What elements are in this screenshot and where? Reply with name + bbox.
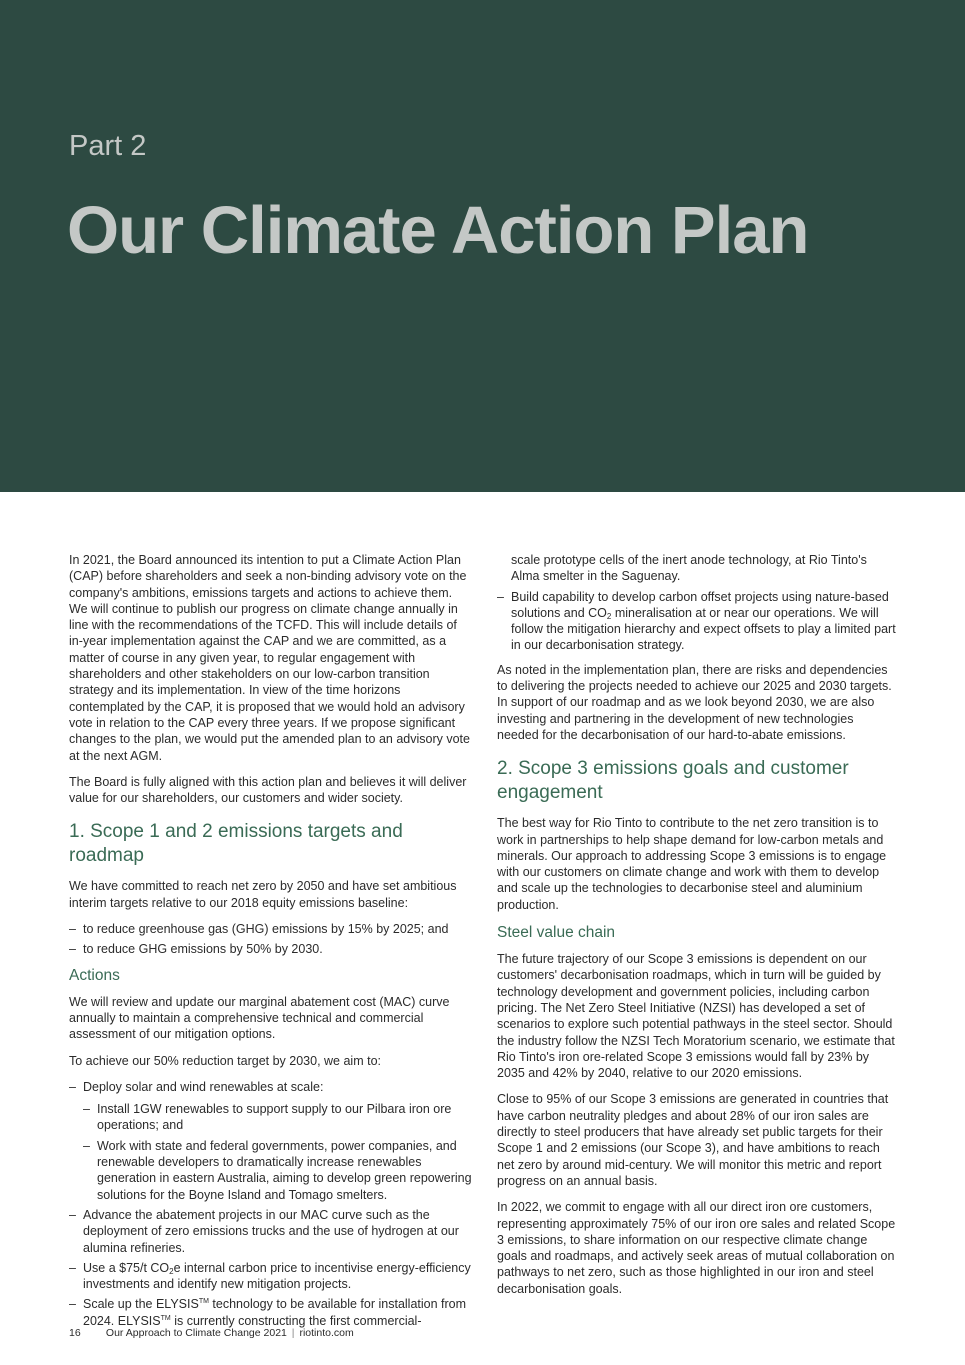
- scope12-heading: 1. Scope 1 and 2 emissions targets and roadmap: [69, 821, 403, 867]
- list-item: – to reduce GHG emissions by 50% by 2030.: [69, 941, 473, 957]
- engage-paragraph: In 2022, we commit to engage with all our direct iron ore customers, representing approximately 75% of our iron ore sales and related Scope 3 emissions, to share information on our respective climate change goals and roadmaps, and actively seek areas of mutual collaboration on pathways to net zero, such as those highlighted in our iron and steel decarbonisation goals.: [497, 1200, 896, 1296]
- list-item: – Advance the abatement projects in our MAC curve such as the deployment of zero emissions trucks and the use of hydrogen at our alumina refineries.: [69, 1207, 473, 1256]
- offset-text: Build capability to develop carbon offset projects using nature-based solutions and CO: [511, 589, 889, 620]
- subscript: 2: [169, 1266, 174, 1276]
- elysis-text-3: is currently constructing the first commercial-: [170, 1313, 422, 1328]
- future-paragraph: The future trajectory of our Scope 3 emissions is dependent on our customers' decarbonisation roadmaps, which in turn will be guided by technology development and government policies, including carbon pricing. The Net Zero Steel Initiative (NZSI) has developed a set of scenarios to explore such potential pathways in the steel sector. Should the industry follow the NZSI Tech Moratorium scenario, we estimate that Rio Tinto's iron ore-related Scope 3 emissions would fall by 23% by 2035 and 42% by 2040, relative to our 2020 emissions.: [497, 952, 895, 1081]
- scope3-heading: 2. Scope 3 emissions goals and customer engagement: [497, 758, 849, 804]
- carbon-price-text: Use a $75/t CO: [83, 1260, 170, 1275]
- subscript: 2: [606, 611, 612, 621]
- page-footer: [69, 1327, 354, 1339]
- best-way-paragraph: The best way for Rio Tinto to contribute to the net zero transition is to work in partnerships to help shape demand for low-carbon metals and minerals. Our approach to addressing Scope 3 emissions is to engage with our customers on climate change and work with them to develop and scale up the technologies to decarbonise steel and aluminium production.: [497, 816, 887, 912]
- commit-paragraph: We have committed to reach net zero by 2050 and have set ambitious interim targets relative to our 2018 equity emissions baseline:: [69, 879, 457, 910]
- steel-heading: Steel value chain: [497, 924, 616, 942]
- hero-banner: [0, 0, 965, 492]
- intro-paragraph: In 2021, the Board announced its intention to put a Climate Action Plan (CAP) before shareholders and seek a non-binding advisory vote on the company's ambitions, emissions targets and actions to achieve them. We will continue to publish our progress on climate change annually in line with the recommendations of the TCFD. This will include details of in-year implementation against the CAP and we are committed, as a matter of course in any given year, to regular engagement with shareholders and other stakeholders on our low-carbon transition strategy and its implementation. In view of the time horizons contemplated by the CAP, it is proposed that we would hold an advisory vote in relation to the CAP every three years. If we propose significant changes to the plan, we would put the amended plan to an advisory vote at the next AGM.: [69, 553, 470, 763]
- list-item-elysis: [69, 1296, 473, 1329]
- list-item-offset: [497, 589, 897, 654]
- list-item-carbon-price: [69, 1260, 473, 1293]
- document-title: Our Approach to Climate Change 2021: [105, 1327, 287, 1339]
- actions-list: [69, 1079, 473, 1329]
- page-number: 16: [69, 1327, 81, 1339]
- board-paragraph: The Board is fully aligned with this action plan and believes it will deliver value for our shareholders, our customers and wider society.: [69, 774, 467, 806]
- footer-separator: |: [291, 1327, 295, 1339]
- elysis-text: Scale up the ELYSIS: [83, 1297, 199, 1312]
- page-title: Our Climate Action Plan: [67, 193, 809, 268]
- right-column: [497, 552, 897, 1307]
- deploy-text: Deploy solar and wind renewables at scale:: [83, 1079, 324, 1094]
- deploy-sublist: [83, 1101, 473, 1203]
- offset-list: [497, 589, 897, 654]
- elysis-text-2: technology to be available for installation from 2024. ELYSIS: [83, 1297, 467, 1328]
- aim-paragraph: To achieve our 50% reduction target by 2030, we aim to:: [69, 1053, 381, 1068]
- trademark: TM: [160, 1314, 171, 1322]
- list-item: – Work with state and federal governments, power companies, and renewable developers to dramatically increase renewables generation in eastern Australia, aiming to develop green repowering solutions for the Boyne Island and Tomago smelters.: [83, 1138, 473, 1203]
- trademark: TM: [198, 1298, 209, 1306]
- actions-heading: Actions: [69, 966, 120, 984]
- part-label: Part 2: [69, 130, 147, 162]
- list-item-deploy: [69, 1079, 473, 1203]
- left-column: [69, 552, 473, 1337]
- list-item: – to reduce greenhouse gas (GHG) emissions by 15% by 2025; and: [69, 921, 473, 937]
- mac-paragraph: We will review and update our marginal abatement cost (MAC) curve annually to maintain a comprehensive technical and commercial assessment of our mitigation options.: [69, 994, 450, 1042]
- targets-list: [69, 921, 473, 958]
- offset-text-2: mineralisation at or near our operations. We will follow the mitigation hierarchy and expect offsets to play a limited part in our decarbonisation strategy.: [511, 605, 896, 653]
- close-paragraph: Close to 95% of our Scope 3 emissions are generated in countries that have carbon neutrality pledges and about 28% of our iron sales are directly to steel producers that have already set public targets for their Scope 1 and 2 emissions (our Scope 3), and have ambitions to reach net zero by around mid-century. We will monitor this metric and report progress on an annual basis.: [497, 1092, 889, 1188]
- list-item: – Install 1GW renewables to support supply to our Pilbara iron ore operations; and: [83, 1101, 473, 1134]
- noted-paragraph: As noted in the implementation plan, there are risks and dependencies to delivering the projects needed to achieve our 2025 and 2030 targets. In support of our roadmap and as we look beyond 2030, we are also investing and partnering in the development of new technologies needed for the decarbonisation of our hard-to-abate emissions.: [497, 662, 892, 742]
- elysis-continued: scale prototype cells of the inert anode technology, at Rio Tinto's Alma smelter in the Saguenay.: [511, 553, 867, 584]
- carbon-price-text-2: e internal carbon price to incentivise energy-efficiency investments and identify new mitigation projects.: [83, 1260, 471, 1292]
- website-link[interactable]: riotinto.com: [299, 1327, 354, 1339]
